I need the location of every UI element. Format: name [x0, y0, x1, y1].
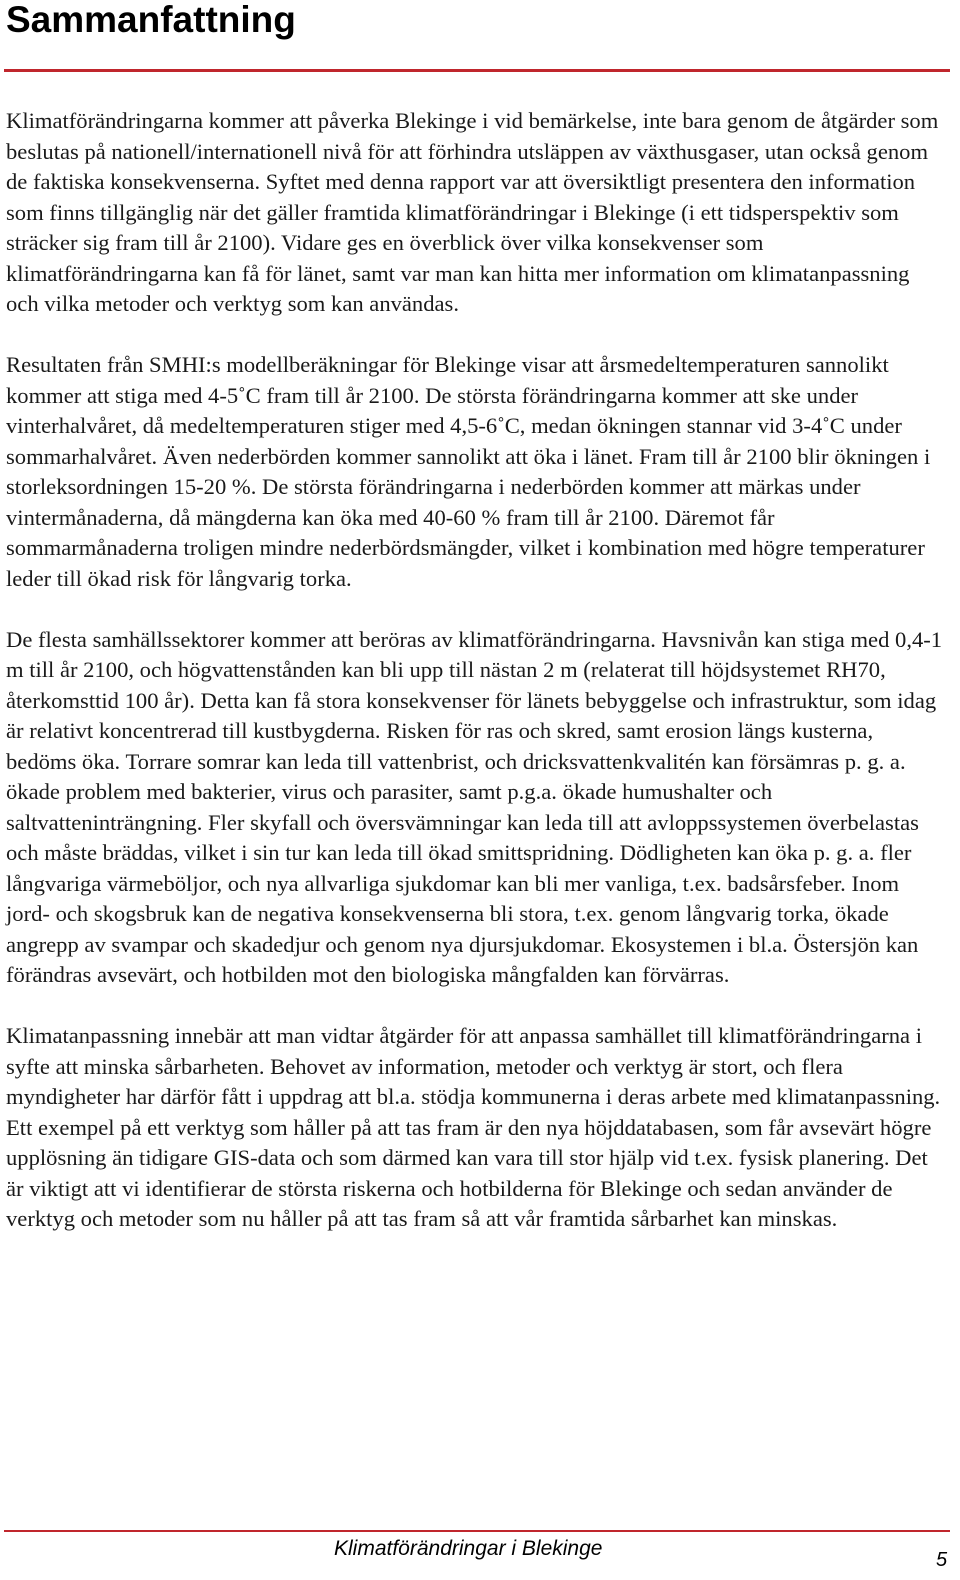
- footer-rule: [4, 1530, 950, 1532]
- paragraph-adaptation: Klimatanpassning innebär att man vidtar åtgärder för att anpassa samhället till klimatförändringarna i syfte att minska sårbarheten. Behovet av information, metoder och verktyg är stort, och flera myndigheter har därför fått i uppdrag att bl.a. stödja kommunerna i deras arbete med klimatanpassning. Ett exempel på ett verktyg som håller på att tas fram är den nya höjddatabasen, som får avsevärt högre upplösning än tidigare GIS-data och som därmed kan vara till stor hjälp vid t.ex. fysisk planering. Det är viktigt att vi identifierar de största riskerna och hotbilderna för Blekinge och sedan använder de verktyg och metoder som nu håller på att tas fram så att vår framtida sårbarhet kan minskas.: [6, 1023, 941, 1231]
- paragraph-consequences: De flesta samhällssektorer kommer att beröras av klimatförändringarna. Havsnivån kan stiga med 0,4-1 m till år 2100, och högvattenstånden kan bli upp till nästan 2 m (relaterat till höjdsystemet RH70, återkomsttid 100 år). Detta kan få stora konsekvenser för länets bebyggelse och infrastruktur, som idag är relativt koncentrerad till kustbygderna. Risken för ras och skred, samt erosion längs kusterna, bedöms öka. Torrare somrar kan leda till vattenbrist, och dricksvattenkvalitén kan försämras p. g. a. ökade problem med bakterier, virus och parasiter, samt p.g.a. ökade humushalter och saltvatteninträngning. Fler skyfall och översvämningar kan leda till att avloppssystemen överbelastas och måste bräddas, vilket i sin tur kan leda till ökad smittspridning. Dödligheten kan öka p. g. a. fler långvariga värmeböljor, och nya allvarliga sjukdomar kan bli mer vanliga, t.ex. badsårsfeber. Inom jord- och skogsbruk kan de negativa konsekvenserna bli stora, t.ex. genom långvarig torka, ökade angrepp av svampar och skadedjur och genom nya djursjukdomar. Ekosystemen i bl.a. Östersjön kan förändras avsevärt, och hotbilden mot den biologiska mångfalden kan förvärras.: [6, 626, 943, 987]
- header-rule: [4, 69, 950, 72]
- footer-document-title: Klimatförändringar i Blekinge: [334, 1537, 603, 1560]
- summary-body: [6, 106, 944, 1265]
- paragraph-climate-results: Resultaten från SMHI:s modellberäkningar för Blekinge visar att årsmedeltemperaturen sannolikt kommer att stiga med 4-5˚C fram till år 2100. De största förändringarna kommer att ske under vinterhalvåret, då medeltemperaturen stiger med 4,5-6˚C, medan ökningen stannar vid 3-4˚C under sommarhalvåret. Även nederbörden kommer sannolikt att öka i länet. Fram till år 2100 blir ökningen i storleksordningen 15-20 %. De största förändringarna i nederbörden kommer att märkas under vintermånaderna, då mängderna kan öka med 40-60 % fram till år 2100. Däremot får sommarmånaderna troligen mindre nederbördsmängder, vilket i kombination med högre temperaturer leder till ökad risk för långvarig torka.: [6, 352, 931, 591]
- page-title: Sammanfattning: [6, 0, 296, 40]
- page-number: 5: [936, 1549, 948, 1571]
- paragraph-intro: Klimatförändringarna kommer att påverka Blekinge i vid bemärkelse, inte bara genom de åtgärder som beslutas på nationell/internationell nivå för att förhindra utsläppen av växthusgaser, utan också genom de faktiska konsekvenserna. Syftet med denna rapport var att översiktligt presentera den information som finns tillgänglig när det gäller framtida klimatförändringar i Blekinge (i ett tidsperspektiv som sträcker sig fram till år 2100). Vidare ges en överblick över vilka konsekvenser som klimatförändringarna kan få för länet, samt var man kan hitta mer information om klimatanpassning och vilka metoder och verktyg som kan användas.: [6, 108, 939, 316]
